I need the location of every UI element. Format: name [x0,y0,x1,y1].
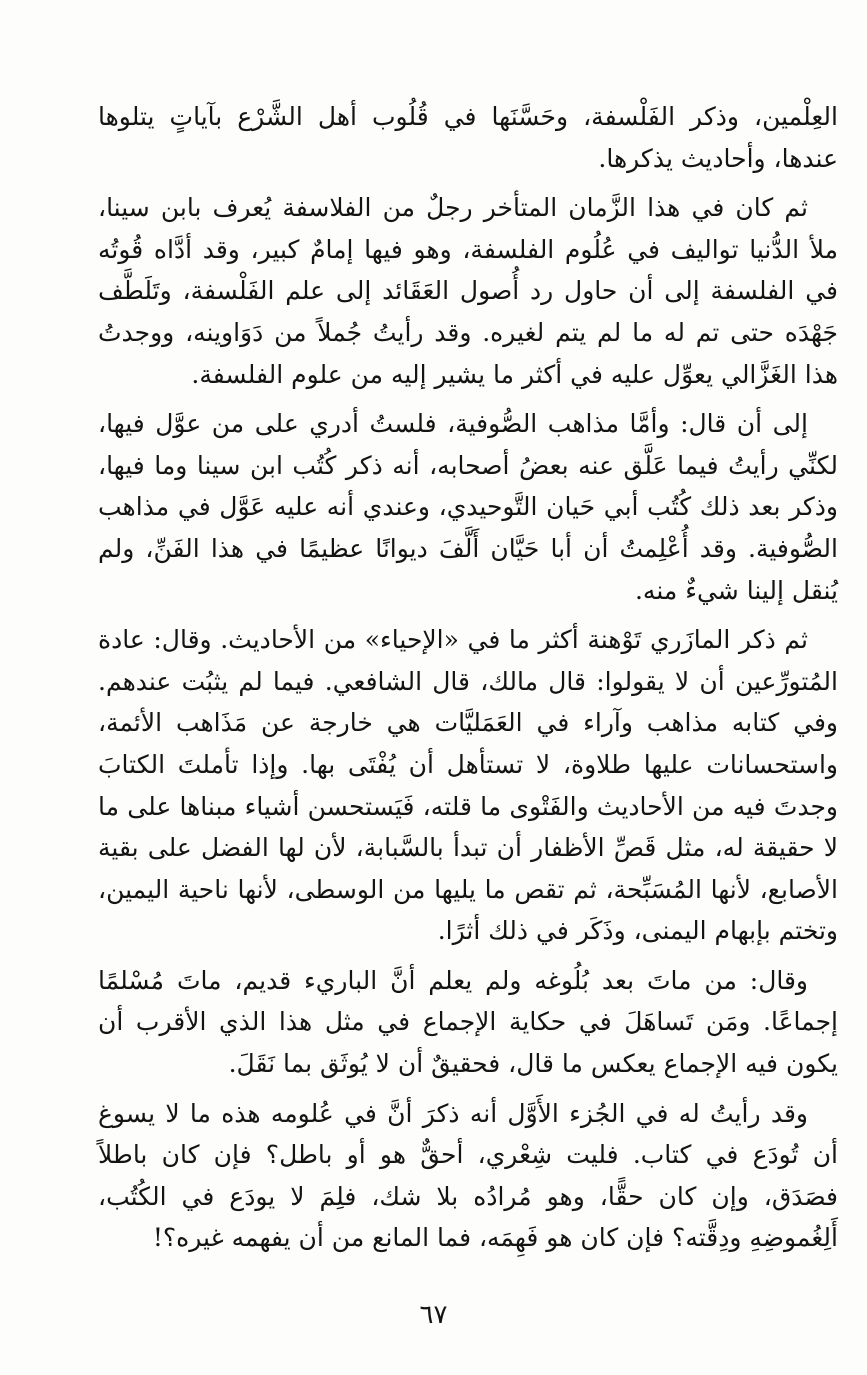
paragraph-1: العِلْمين، وذكر الفَلْسفة، وحَسَّنَها في قُلُوب أهل الشَّرْع بآياتٍ يتلوها عندها، وأحاديث يذكرها. [98,102,838,173]
paragraph-3: إلى أن قال: وأمَّا مذاهب الصُّوفية، فلستُ أدري على من عوَّل فيها، لكنِّي رأيتُ فيما عَلَّق عنه بعضُ أصحابه، أنه ذكر كُتُب ابن سينا وما فيها، وذكر بعد ذلك كُتُب أبي حَيان التَّوحيدي، وعندي أنه عليه عَوَّل في مذاهب الصُّوفية. وقد أُعْلِمتُ أن أبا حَيَّان أَلَّفَ ديوانًا عظيمًا في هذا الفَنِّ، ولم يُنقل إلينا شيءٌ منه. [98,409,838,605]
paragraph-5: وقال: من ماتَ بعد بُلُوغه ولم يعلم أنَّ الباريء قديم، ماتَ مُسْلمًا إجماعًا. ومَن تَساهَلَ في حكاية الإجماع في مثل هذا الذي الأقرب أن يكون فيه الإجماع يعكس ما قال، فحقيقٌ أن لا يُوثَق بما نَقَلَ. [98,965,838,1079]
paragraph-4: ثم ذكر المازَري تَوْهنة أكثر ما في «الإحياء» من الأحاديث. وقال: عادة المُتورِّعين أن لا يقولوا: قال مالك، قال الشافعي. فيما لم يثبُت عندهم. وفي كتابه مذاهب وآراء في العَمَليَّات هي خارجة عن مَذَاهب الأئمة، واستحسانات عليها طلاوة، لا تستأهل أن يُفْتَى بها. وإذا تأملتَ الكتابَ وجدتَ فيه من الأحاديث والفَتْوى ما قلته، فَيَستحسن أشياء مبناها على ما لا حقيقة له، مثل قَصِّ الأظفار أن تبدأ بالسَّبابة، لأن لها الفضل على بقية الأصابع، لأنها المُسَبِّحة، ثم تقص ما يليها من الوسطى، لأنها ناحية اليمين، وتختم بإبهام اليمنى، وذَكَر في ذلك أثرًا. [98,625,838,946]
paragraph-6: وقد رأيتُ له في الجُزء الأَوَّل أنه ذكرَ أنَّ في عُلومه هذه ما لا يسوغ أن تُودَع في كتاب. فليت شِعْري، أحقٌّ هو أو باطل؟ فإن كان باطلاً فصَدَق، وإن كان حقًّا، وهو مُرادُه بلا شك، فلِمَ لا يودَع في الكُتُب، أَلِغُموضِهِ ودِقَّته؟ فإن كان هو فَهِمَه، فما المانع من أن يفهمه غيره؟! [98,1098,838,1253]
page-body-text [98,96,838,1267]
paragraph-2: ثم كان في هذا الزَّمان المتأخر رجلٌ من الفلاسفة يُعرف بابن سينا، ملأ الدُّنيا تواليف في عُلُوم الفلسفة، وهو فيها إمامٌ كبير، وقد أدَّاه قُوتُه في الفلسفة إلى أن حاول رد أُصول العَقَائد إلى علم الفَلْسفة، وتَلَطَّف جَهْدَه حتى تم له ما لم يتم لغيره. وقد رأيتُ جُملاً من دَوَاوينه، ووجدتُ هذا الغَزَّالي يعوِّل عليه في أكثر ما يشير إليه من علوم الفلسفة. [98,193,838,389]
page-number: ٦٧ [419,1300,448,1330]
